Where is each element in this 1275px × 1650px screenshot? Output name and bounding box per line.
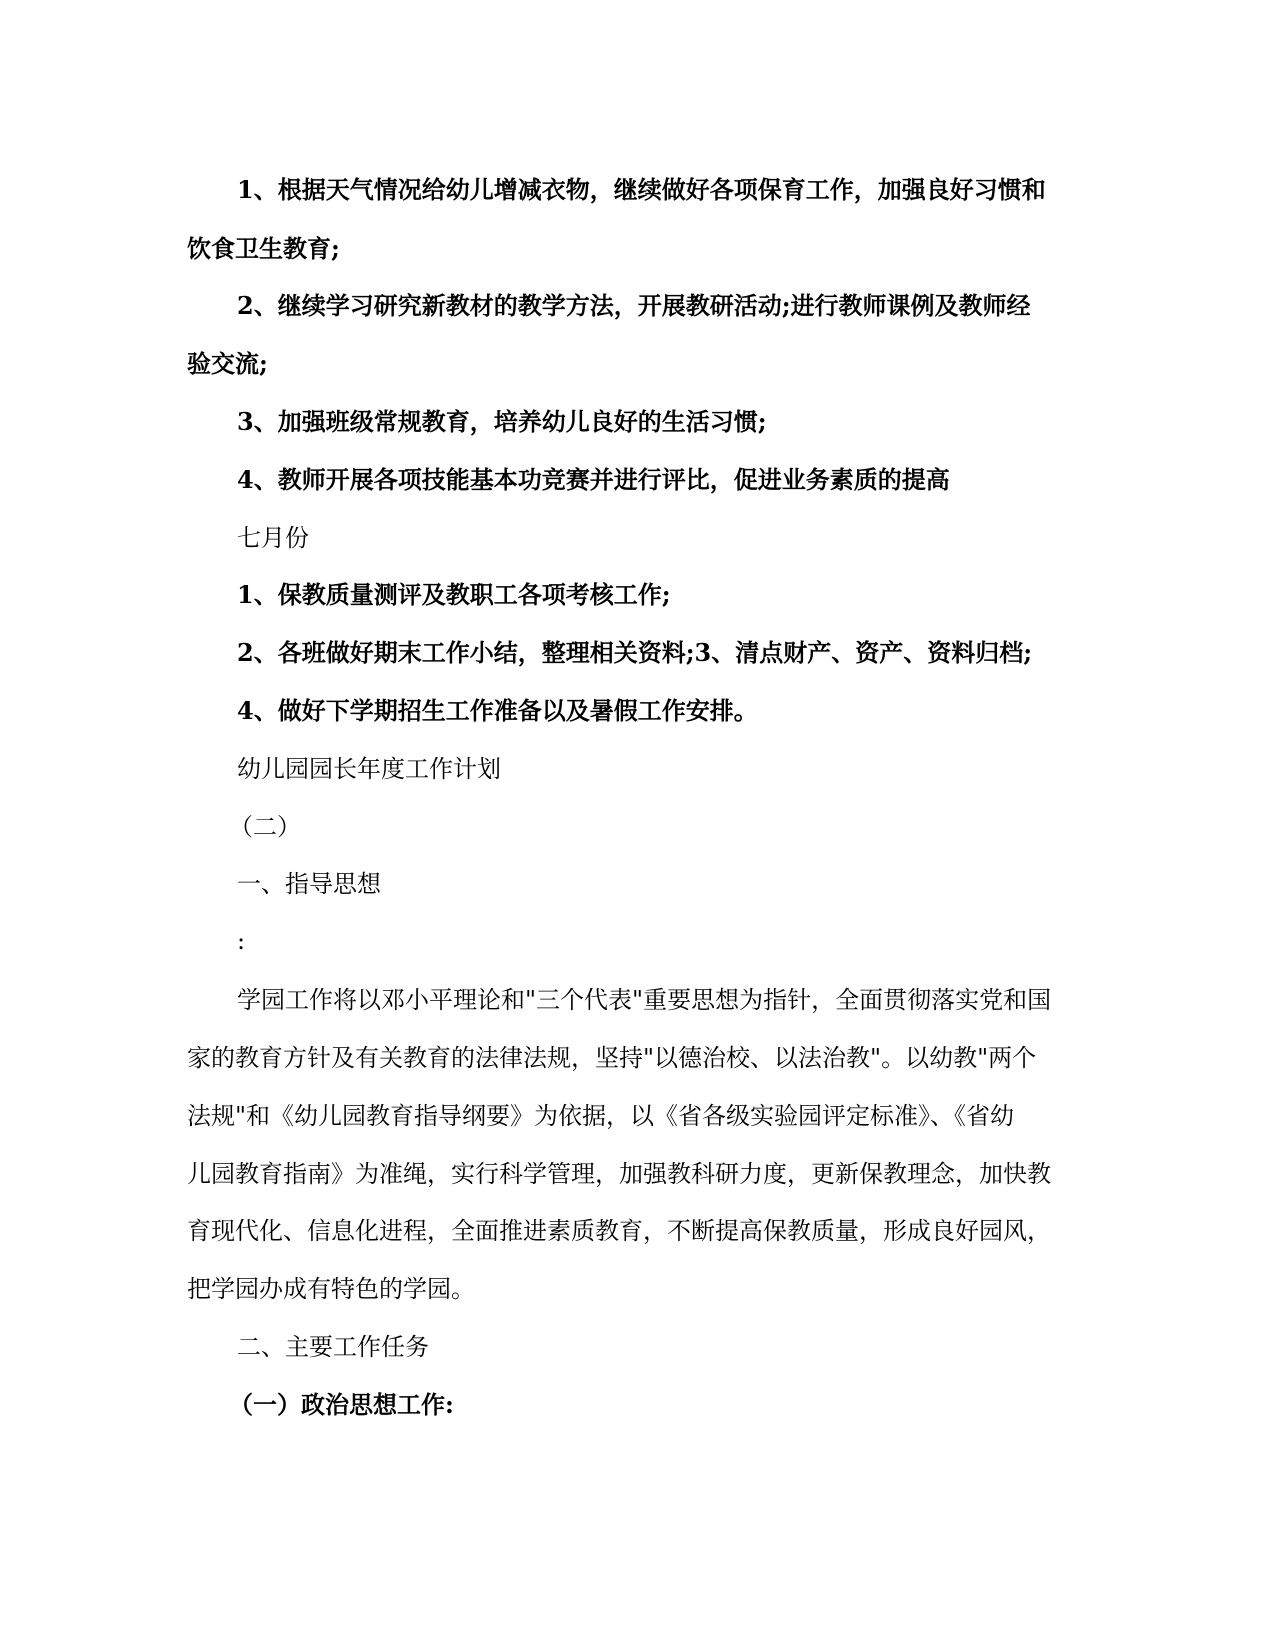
- subsection-heading: （一）政治思想工作:: [229, 1390, 454, 1419]
- paragraph-line: 学园工作将以邓小平理论和"三个代表"重要思想为指针，全面贯彻落实党和国: [237, 986, 1052, 1014]
- text-line: 4、做好下学期招生工作准备以及暑假工作安排。: [237, 696, 758, 725]
- section-heading: 七月份: [237, 524, 309, 552]
- section-heading: 一、指导思想: [237, 870, 381, 898]
- document-title: 幼儿园园长年度工作计划: [237, 755, 501, 783]
- paragraph-line: 育现代化、信息化进程，全面推进素质教育，不断提高保教质量，形成良好园风，: [187, 1217, 1051, 1245]
- text-line: 验交流;: [187, 349, 268, 378]
- paragraph-line: 把学园办成有特色的学园。: [187, 1275, 475, 1303]
- text-line: 饮食卫生教育;: [187, 234, 340, 263]
- text-line: 1、根据天气情况给幼儿增减衣物，继续做好各项保育工作，加强良好习惯和: [237, 175, 1046, 204]
- text-line: 1、保教质量测评及教职工各项考核工作;: [237, 580, 671, 609]
- paragraph-line: 家的教育方针及有关教育的法律法规，坚持"以德治校、以法治教"。以幼教"两个: [187, 1044, 1037, 1072]
- text-line: 2、各班做好期末工作小结，整理相关资料;3、清点财产、资产、资料归档;: [237, 638, 1033, 667]
- section-number: （二）: [229, 813, 301, 841]
- text-line: 4、教师开展各项技能基本功竞赛并进行评比，促进业务素质的提高: [237, 465, 950, 494]
- paragraph-line: 法规"和《幼儿园教育指导纲要》为依据，以《省各级实验园评定标准》、《省幼: [187, 1102, 1015, 1130]
- section-heading: 二、主要工作任务: [237, 1333, 429, 1361]
- text-line: :: [237, 927, 246, 955]
- text-line: 3、加强班级常规教育，培养幼儿良好的生活习惯;: [237, 407, 767, 436]
- paragraph-line: 儿园教育指南》为准绳，实行科学管理，加强教科研力度，更新保教理念，加快教: [187, 1160, 1051, 1188]
- text-line: 2、继续学习研究新教材的教学方法，开展教研活动;进行教师课例及教师经: [237, 291, 1031, 320]
